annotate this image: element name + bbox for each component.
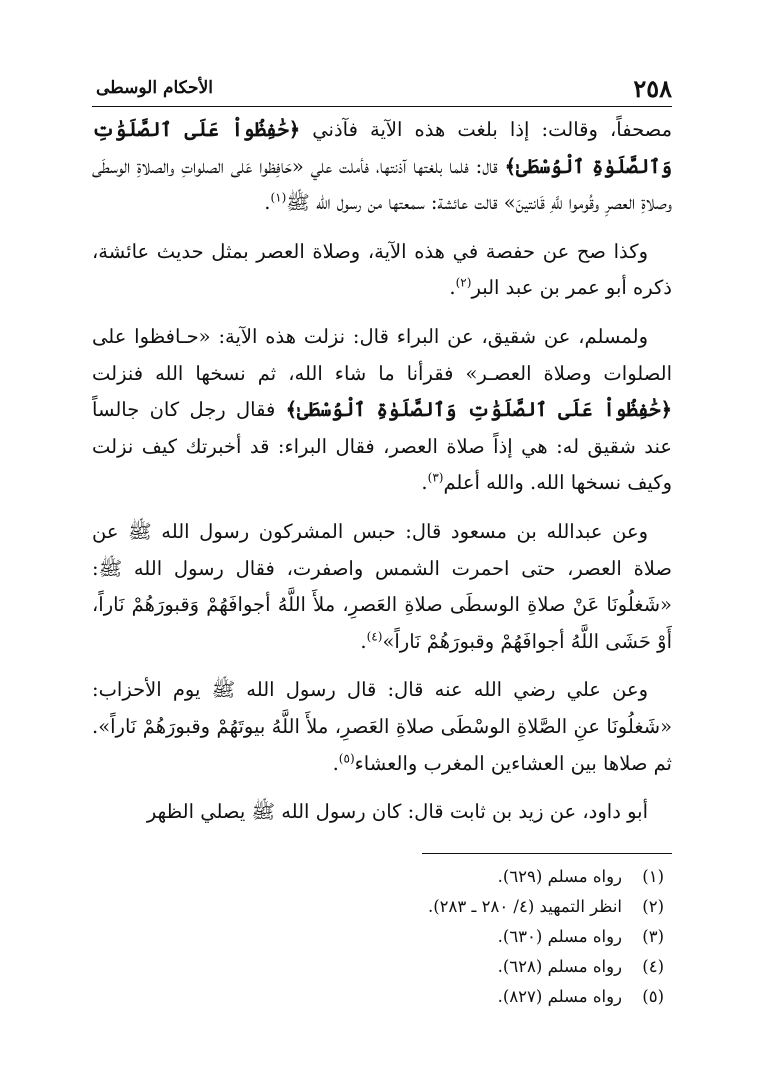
footnote-number: (١) — [642, 867, 664, 886]
quran-verse: ﴿حَٰفِظُواْ عَلَى ٱلصَّلَوَٰتِ وَٱلصَّلَوٰةِ ٱلْوُسْطَىٰ﴾ — [92, 118, 673, 178]
footnote: (١)رواه مسلم (٦٢٩). — [92, 862, 672, 892]
paragraph: وعن علي رضي الله عنه قال: قال رسول الله ﷺ يوم الأحزاب: «شَغلُونَا عنِ الصَّلاةِ الوسْطَى صلاةِ العَصرِ، ملأَ اللَّهُ بيوتَهُمْ وقبورَهُمْ نَاراً». ثم صلاها بين العشاءين المغرب والعشاء$^{(٥)}$. — [92, 678, 672, 775]
page-number: ٢٥٨ — [633, 74, 672, 103]
footnotes — [92, 862, 672, 1012]
footnote: (٢)انظر التمهيد (٤/ ٢٨٠ ـ ٢٨٣). — [92, 892, 672, 922]
main-text — [92, 112, 672, 843]
paragraph: ولمسلم، عن شقيق، عن البراء قال: نزلت هذه الآية: «حـافظوا على الصلوات وصلاة العصـر» فقرأنا ما شاء الله، ثم نسخها الله فنزلت ﴿حَٰفِظُواْ عَلَى ٱلصَّلَوَٰتِ وَٱلصَّلَوٰةِ ٱلْوُسْطَىٰ﴾ فقال رجل كان جالساً عند شقيق له: هي إذاً صلاة العصر، فقال البراء: قد أخبرتك كيف نزلت وكيف نسخها الله. والله أعلم$^{(٣)}$. — [92, 324, 672, 495]
footnote-ref[interactable]: (٢) — [455, 275, 472, 290]
footnote-number: (٢) — [642, 897, 664, 916]
footnote-ref[interactable]: (١) — [270, 190, 287, 205]
footnote-number: (٤) — [642, 957, 664, 976]
paragraph: وكذا صح عن حفصة في هذه الآية، وصلاة العصر بمثل حديث عائشة، ذكره أبو عمر بن عبد البر$^{(٢)}$. — [92, 239, 672, 300]
footnote-ref[interactable]: (٤) — [366, 629, 383, 644]
footnote: (٥)رواه مسلم (٨٢٧). — [92, 982, 672, 1012]
paragraph: وعن عبدالله بن مسعود قال: حبس المشركون رسول الله ﷺ عن صلاة العصر، حتى احمرت الشمس واصفرت، فقال رسول الله ﷺ: «شَغلُونَا عَنْ صلاةِ الوسطَى صلاةِ العَصرِ، ملأَ اللَّهُ أجوافَهُمْ وَقبورَهُمْ نَاراً، أَوْ حَشَى اللَّهُ أجوافَهُمْ وقبورَهُمْ نَاراً»$^{(٤)}$. — [92, 519, 672, 653]
footnote-number: (٥) — [642, 987, 664, 1006]
paragraph: أبو داود، عن زيد بن ثابت قال: كان رسول الله ﷺ يصلي الظهر — [146, 800, 648, 824]
quran-verse: ﴿حَٰفِظُواْ عَلَى ٱلصَّلَوَٰتِ وَٱلصَّلَوٰةِ ٱلْوُسْطَىٰ﴾ — [285, 398, 672, 422]
footnote-ref[interactable]: (٣) — [427, 470, 444, 485]
footnote: (٣)رواه مسلم (٦٣٠). — [92, 922, 672, 952]
page-header — [92, 70, 672, 110]
footnote: (٤)رواه مسلم (٦٢٨). — [92, 952, 672, 982]
footnote-ref[interactable]: (٥) — [338, 751, 355, 765]
footnote-number: (٣) — [642, 927, 664, 946]
header-divider — [92, 106, 672, 107]
running-title: الأحكام الوسطى — [96, 78, 213, 98]
footnote-divider — [422, 853, 672, 854]
paragraph: مصحفاً، وقالت: إذا بلغت هذه الآية فآذني ﴿حَٰفِظُواْ عَلَى ٱلصَّلَوَٰتِ وَٱلصَّلَوٰةِ ٱلْوُسْطَىٰ﴾ قال: فلما بلغتها آذنتها، فأملت علي «حَافِظوا عَلى الصلواتِ والصلاةِ الوسطَى وصلاةِ العصرِ وقُوموا للَّهِ قَانتينَ» قالت عائشة: سمعتها من رسول الله ﷺ$^{(١)}$. — [92, 118, 673, 215]
